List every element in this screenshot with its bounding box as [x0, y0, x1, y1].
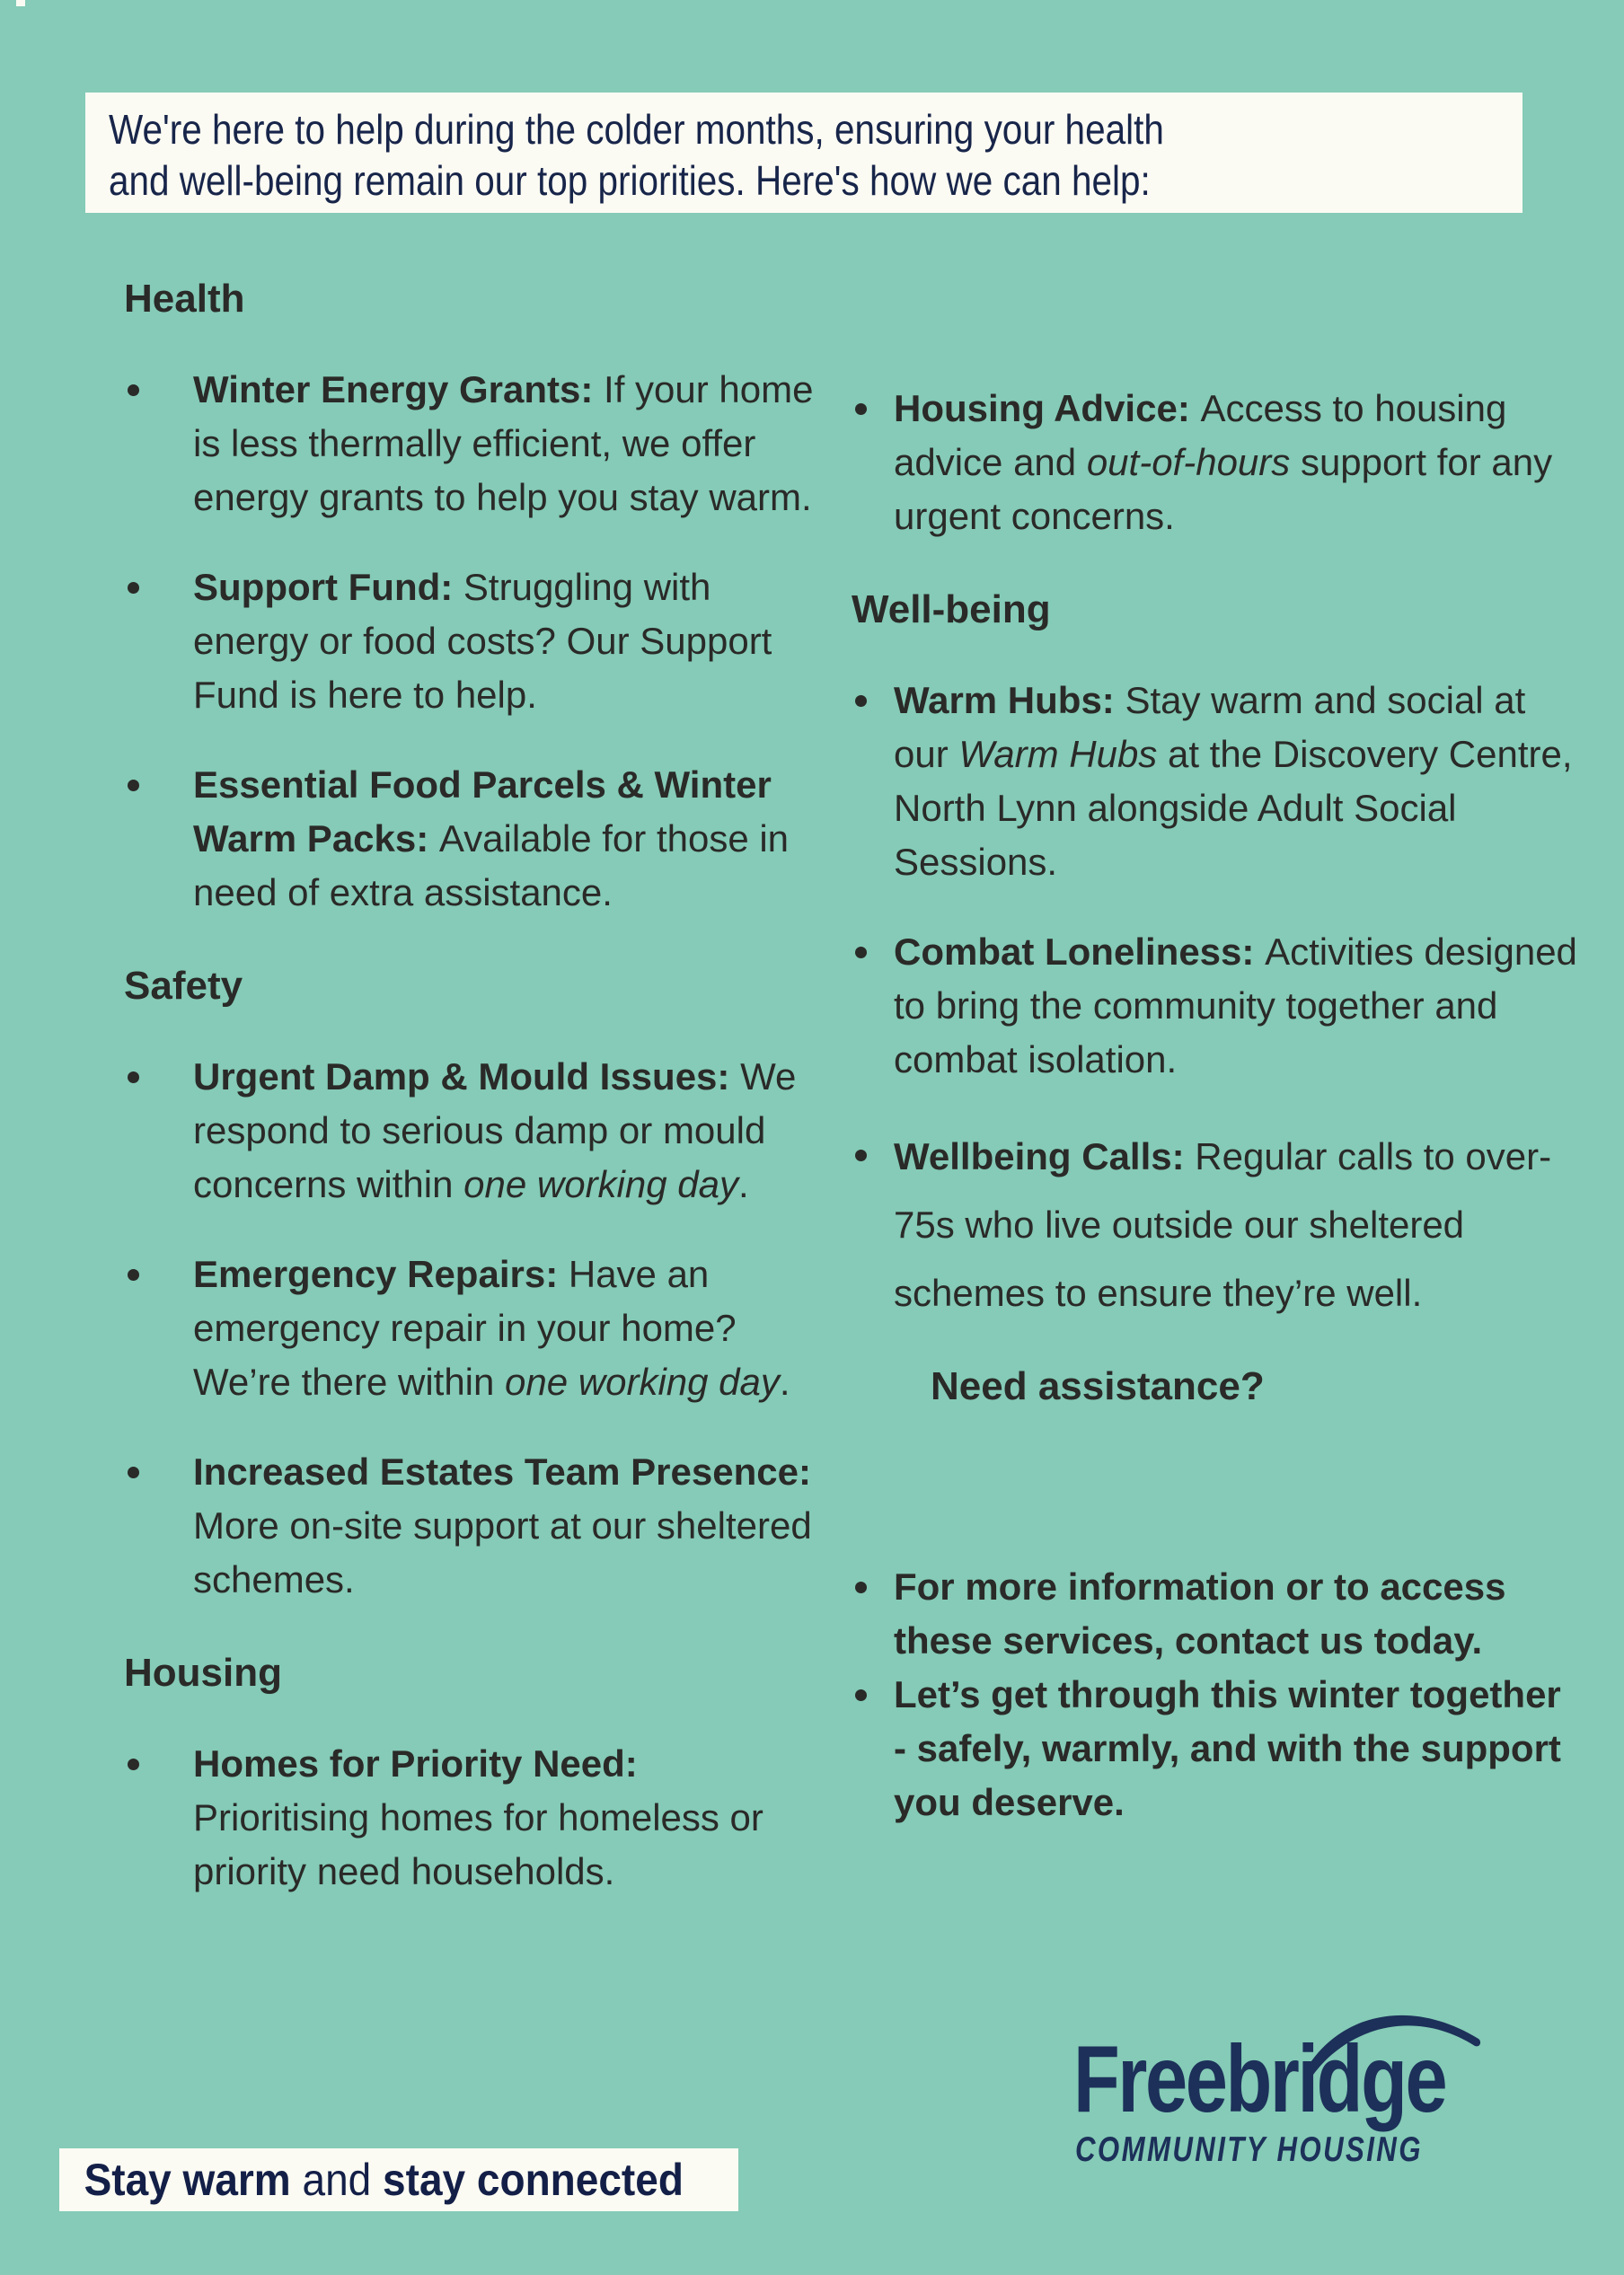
text-segment: Support Fund: [193, 566, 463, 608]
bullet-item [124, 1050, 816, 1212]
bullet-text [193, 1445, 816, 1607]
bullet-marker-icon [124, 1248, 193, 1281]
bullet-marker-icon [852, 925, 894, 958]
bullet-marker-icon [852, 674, 894, 707]
bullet-text [894, 1123, 1581, 1327]
logo-tagline: COMMUNITY HOUSING [1075, 2130, 1423, 2169]
section-heading-housing: Housing [124, 1651, 282, 1695]
bullet-text [894, 382, 1581, 543]
bullet-text [894, 1560, 1581, 1668]
text-segment: Warm Hubs [958, 733, 1158, 775]
text-segment: Struggling with energy or food costs? Our Support Fund is here to help. [193, 566, 772, 716]
bullet-item [124, 1737, 816, 1899]
text-segment: We respond to serious damp or mould concerns within [193, 1055, 797, 1205]
bullet-text [193, 1248, 816, 1409]
text-segment: Combat Loneliness: [894, 930, 1266, 973]
intro-banner [85, 93, 1522, 213]
intro-banner-line: We're here to help during the colder months, ensuring your health [109, 106, 1164, 153]
bullet-item [124, 1248, 816, 1409]
bullet-item [852, 1123, 1581, 1327]
text-segment: support for any urgent concerns. [894, 441, 1553, 537]
footer-banner [59, 2148, 738, 2211]
bullet-text [193, 1737, 816, 1899]
freebridge-logo [1073, 2023, 1496, 2202]
bullet-marker-icon [124, 758, 193, 791]
text-segment: If your home is less thermally efficient, we offer energy grants to help you stay warm. [193, 368, 814, 518]
text-segment: Stay warm [84, 2155, 291, 2205]
text-segment: and [290, 2155, 384, 2205]
bullet-text [193, 560, 816, 722]
bullet-marker-icon [852, 382, 894, 415]
text-segment: Warm Hubs: [894, 679, 1125, 721]
text-segment: Urgent Damp & Mould Issues: [193, 1055, 741, 1098]
text-segment: one working day [505, 1361, 780, 1403]
text-segment: For more information or to access these services, contact us today. [894, 1565, 1506, 1662]
bullet-item [852, 674, 1581, 889]
bullet-text [193, 363, 816, 525]
bullet-marker-icon [124, 1050, 193, 1083]
text-segment: Let’s get through this winter together - safely, warmly, and with the support you deserve. [894, 1673, 1561, 1823]
text-segment: More on-site support at our sheltered schemes. [193, 1504, 812, 1600]
section-heading-safety: Safety [124, 964, 243, 1008]
right-column [852, 382, 1581, 1830]
need-assistance-label: Need assistance? [931, 1364, 1265, 1408]
text-segment: Prioritising homes for homeless or priority need households. [193, 1796, 763, 1892]
bullet-marker-icon [852, 1123, 894, 1161]
text-segment: Have an emergency repair in your home? We’re there within [193, 1253, 737, 1403]
bullet-item [852, 1668, 1581, 1830]
text-segment: Regular calls to over-75s who live outside our sheltered schemes to ensure they’re well. [894, 1135, 1552, 1314]
text-segment: stay connected [383, 2155, 684, 2205]
text-segment: at the Discovery Centre, North Lynn alongside Adult Social Sessions. [894, 733, 1573, 883]
text-segment: Winter Energy Grants: [193, 368, 605, 410]
bullet-text [193, 758, 816, 920]
text-segment: Stay warm and social at our [894, 679, 1526, 775]
bullet-marker-icon [124, 1445, 193, 1478]
section-heading-well-being: Well-being [852, 587, 1051, 631]
bullet-item [124, 758, 816, 920]
bullet-marker-icon [124, 560, 193, 594]
bullet-text [894, 674, 1581, 889]
text-segment: Activities designed to bring the community together and combat isolation. [894, 930, 1577, 1080]
bullet-item [852, 382, 1581, 543]
text-segment: Wellbeing Calls: [894, 1135, 1196, 1177]
bullet-text [894, 925, 1581, 1087]
footer-banner-text [59, 2155, 684, 2205]
text-segment: . [779, 1361, 790, 1403]
logo-wordmark: Freebridge [1073, 2026, 1446, 2132]
bullet-item [124, 560, 816, 722]
left-column [124, 276, 816, 1935]
text-segment: Homes for Priority Need: [193, 1742, 638, 1785]
bullet-item [852, 925, 1581, 1087]
text-segment: out-of-hours [1086, 441, 1291, 483]
text-segment: Access to housing advice and [894, 387, 1507, 483]
text-segment: Increased Estates Team Presence: [193, 1451, 811, 1493]
bullet-item [852, 1560, 1581, 1668]
intro-banner-line: and well-being remain our top priorities. Here's how we can help: [109, 157, 1151, 204]
bullet-marker-icon [852, 1560, 894, 1593]
text-segment: Housing Advice: [894, 387, 1201, 429]
bullet-text [193, 1050, 816, 1212]
bullet-marker-icon [852, 1668, 894, 1701]
bullet-text [894, 1668, 1581, 1830]
bullet-item [124, 363, 816, 525]
scan-artifact [16, 0, 25, 6]
bullet-marker-icon [124, 363, 193, 396]
text-segment: . [738, 1163, 749, 1205]
section-heading-health: Health [124, 277, 245, 321]
text-segment: Essential Food Parcels & Winter Warm Packs: [193, 763, 772, 860]
text-segment: Emergency Repairs: [193, 1253, 569, 1295]
bullet-item [124, 1445, 816, 1607]
bullet-marker-icon [124, 1737, 193, 1770]
text-segment: Available for those in need of extra assistance. [193, 817, 790, 913]
text-segment: one working day [463, 1163, 738, 1205]
intro-banner-text [85, 93, 1522, 207]
